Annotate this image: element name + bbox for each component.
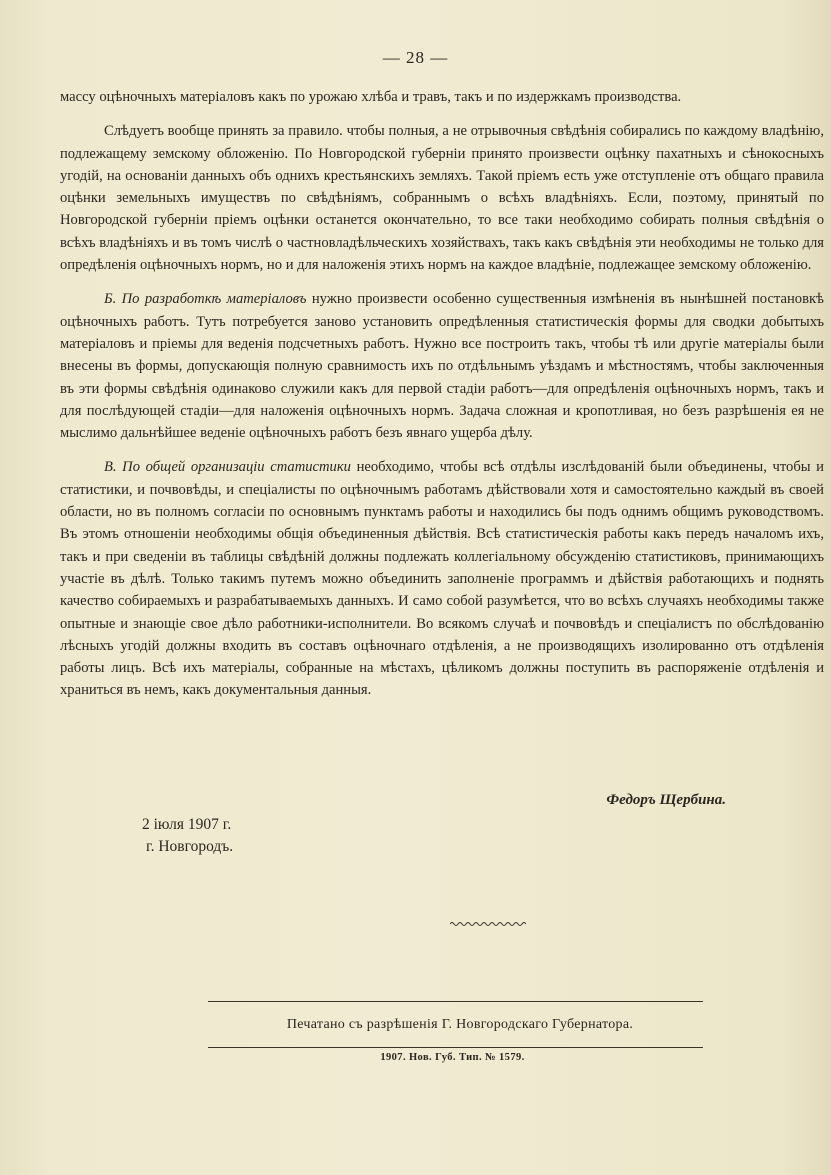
- section-v-text: необходимо, чтобы всѣ отдѣлы изслѣдованій были объединены, чтобы и статистики, и почвовѣды, и спеціалисты по оцѣночнымъ работамъ дѣйствовали хотя и самостоятельно каждый въ своей области, но въ полномъ согласіи по основнымъ пунктамъ работы и находились бы подъ однимъ общимъ руководствомъ. Въ этомъ отношеніи необходимы общія объединенныя дѣйствія. Всѣ статистическія работы какъ передъ началомъ ихъ, такъ и при сведеніи въ таблицы свѣдѣній должны подлежать коллегіальному обсужденію статистиковъ, принимающихъ участіе въ дѣлѣ. Только такимъ путемъ можно объединить заполненіе программъ и дѣйствія работающихъ и поднять качество собираемыхъ и разрабатываемыхъ данныхъ. И само собой разумѣется, что во всѣхъ случаяхъ необходимы также опытные и знающіе свое дѣло работники-исполнители. Во всякомъ случаѣ и почвовѣдъ и спеціалистъ по обслѣдованію лѣсныхъ угодій должны входить въ составъ оцѣночнаго отдѣленія, а не производящихъ изолированно отъ отдѣленія работы лицъ. Всѣ ихъ матеріалы, собранные на мѣстахъ, цѣликомъ должны поступить въ распоряженіе отдѣленія и храниться въ немъ, какъ документальныя данныя.: [60, 459, 824, 699]
- paragraph-organization: [60, 456, 824, 701]
- document-date: 2 іюля 1907 г.: [142, 816, 232, 833]
- date-place-block: [142, 814, 233, 858]
- section-b-heading: Б. По разработкѣ матеріаловъ: [104, 291, 307, 308]
- section-v-heading: В. По общей организаціи статистики: [104, 459, 351, 476]
- document-place: г. Новгородъ.: [146, 838, 234, 855]
- imprint-rule-top: [208, 1001, 703, 1002]
- ornamental-divider: [450, 920, 526, 928]
- paragraph-continuation: массу оцѣночныхъ матеріаловъ какъ по урожаю хлѣба и травъ, такъ и по издержкамъ производства.: [60, 89, 682, 105]
- paragraph-rule: Слѣдуетъ вообще принять за правило. чтобы полныя, а не отрывочныя свѣдѣнія собирались по каждому владѣнію, подлежащему земскому обложенію. По Новгородской губерніи принято произвести оцѣнку пахатныхъ и сѣнокосныхъ угодій, на основаніи данныхъ объ однихъ крестьянскихъ земляхъ. Такой пріемъ есть уже отступленіе отъ общаго правила оцѣнки земельныхъ имуществъ по свѣдѣніямъ, собраннымъ о всѣхъ владѣніяхъ. Если, поэтому, принятый по Новгородской губерніи пріемъ оцѣнки останется окончательно, то все таки необходимо собирать полныя свѣдѣнія о всѣхъ владѣніяхъ и въ томъ числѣ о частновладѣльческихъ хозяйствахъ, такъ какъ свѣдѣнія эти необходимы не только для опредѣленія оцѣночныхъ нормъ, но и для наложенія этихъ нормъ на каждое владѣніе, подлежащее земскому обложенію.: [60, 123, 824, 274]
- press-line: 1907. Нов. Губ. Тип. № 1579.: [380, 1052, 525, 1063]
- body-text: [60, 86, 824, 714]
- section-b-text: нужно произвести особенно существенныя измѣненія въ нынѣшней постановкѣ оцѣночныхъ работъ. Тутъ потребуется заново установить опредѣленныя статистическія формы для сводки добытыхъ матеріаловъ и пріемы для веденія подсчетныхъ работъ. Нужно все построить такъ, чтобы тѣ или другіе матеріалы были внесены въ формы, допускающія полную сравнимость ихъ по отдѣльнымъ уѣздамъ и мѣстностямъ, чтобы заключенныя въ эти формы свѣдѣнія одинаково служили какъ для первой стадіи работъ—для опредѣленія оцѣночныхъ нормъ, такъ и для послѣдующей стадіи—для наложенія оцѣночныхъ нормъ. Задача сложная и кропотливая, но безъ разрѣшенія ея не мыслимо дальнѣйшее веденіе оцѣночныхъ работъ безъ явнаго ущерба дѣлу.: [60, 291, 824, 442]
- author-signature: Федоръ Щербина.: [606, 792, 726, 808]
- imprint-text: Печатано съ разрѣшенія Г. Новгородскаго Губернатора.: [286, 1017, 634, 1032]
- paragraph-processing: [60, 288, 824, 444]
- page-number: — 28 —: [382, 48, 449, 67]
- imprint-rule-bottom: [208, 1047, 703, 1048]
